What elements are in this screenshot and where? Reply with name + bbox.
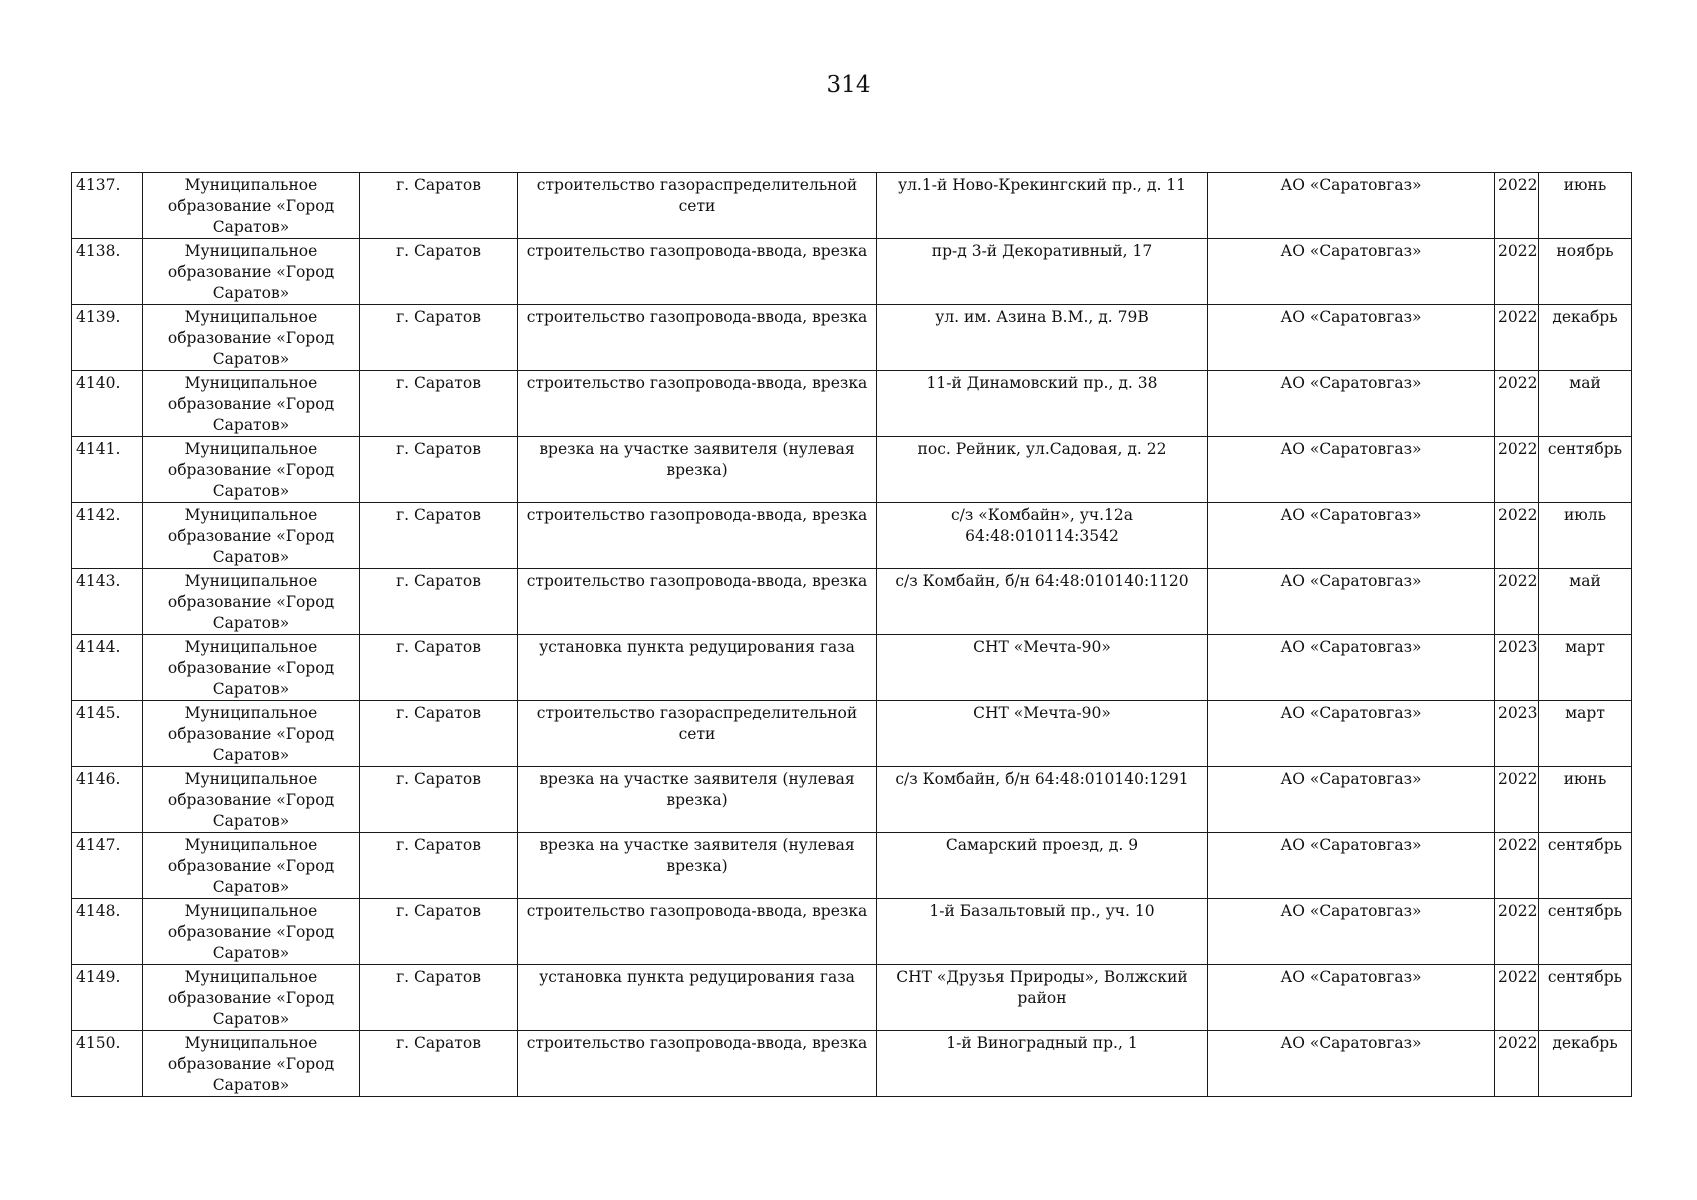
month-cell: июнь — [1539, 767, 1632, 833]
month-cell: июнь — [1539, 173, 1632, 239]
table-row — [72, 569, 1632, 635]
month-cell: декабрь — [1539, 1031, 1632, 1097]
address-cell: Самарский проезд, д. 9 — [877, 833, 1208, 899]
row-number-cell: 4148. — [72, 899, 143, 965]
work-type-cell: строительство газораспределительной сети — [518, 701, 877, 767]
address-cell: пос. Рейник, ул.Садовая, д. 22 — [877, 437, 1208, 503]
city-cell: г. Саратов — [360, 437, 518, 503]
year-cell: 2022 — [1495, 239, 1539, 305]
row-number-cell: 4146. — [72, 767, 143, 833]
row-number-cell: 4144. — [72, 635, 143, 701]
city-cell: г. Саратов — [360, 305, 518, 371]
page-number: 314 — [826, 72, 871, 98]
year-cell: 2023 — [1495, 701, 1539, 767]
organization-cell: АО «Саратовгаз» — [1208, 371, 1495, 437]
year-cell: 2022 — [1495, 569, 1539, 635]
organization-cell: АО «Саратовгаз» — [1208, 899, 1495, 965]
address-cell: с/з Комбайн, б/н 64:48:010140:1291 — [877, 767, 1208, 833]
month-cell: сентябрь — [1539, 437, 1632, 503]
city-cell: г. Саратов — [360, 503, 518, 569]
organization-cell: АО «Саратовгаз» — [1208, 1031, 1495, 1097]
year-cell: 2022 — [1495, 899, 1539, 965]
work-type-cell: строительство газопровода-ввода, врезка — [518, 371, 877, 437]
table-row — [72, 701, 1632, 767]
table-row — [72, 437, 1632, 503]
address-cell: ул. им. Азина В.М., д. 79В — [877, 305, 1208, 371]
month-cell: сентябрь — [1539, 833, 1632, 899]
year-cell: 2022 — [1495, 1031, 1539, 1097]
table-row — [72, 1031, 1632, 1097]
year-cell: 2022 — [1495, 833, 1539, 899]
municipality-cell: Муниципальное образование «Город Саратов» — [143, 437, 360, 503]
year-cell: 2022 — [1495, 767, 1539, 833]
month-cell: декабрь — [1539, 305, 1632, 371]
city-cell: г. Саратов — [360, 569, 518, 635]
organization-cell: АО «Саратовгаз» — [1208, 239, 1495, 305]
municipality-cell: Муниципальное образование «Город Саратов» — [143, 503, 360, 569]
address-cell: СНТ «Мечта-90» — [877, 635, 1208, 701]
row-number-cell: 4150. — [72, 1031, 143, 1097]
work-type-cell: врезка на участке заявителя (нулевая врезка) — [518, 437, 877, 503]
work-type-cell: строительство газопровода-ввода, врезка — [518, 569, 877, 635]
organization-cell: АО «Саратовгаз» — [1208, 701, 1495, 767]
table-row — [72, 965, 1632, 1031]
row-number-cell: 4147. — [72, 833, 143, 899]
municipality-cell: Муниципальное образование «Город Саратов» — [143, 701, 360, 767]
month-cell: июль — [1539, 503, 1632, 569]
row-number-cell: 4138. — [72, 239, 143, 305]
work-type-cell: строительство газопровода-ввода, врезка — [518, 305, 877, 371]
municipality-cell: Муниципальное образование «Город Саратов» — [143, 635, 360, 701]
city-cell: г. Саратов — [360, 371, 518, 437]
month-cell: май — [1539, 569, 1632, 635]
municipality-cell: Муниципальное образование «Город Саратов» — [143, 569, 360, 635]
table-row — [72, 503, 1632, 569]
address-cell: 11-й Динамовский пр., д. 38 — [877, 371, 1208, 437]
city-cell: г. Саратов — [360, 833, 518, 899]
city-cell: г. Саратов — [360, 965, 518, 1031]
address-cell: пр-д 3-й Декоративный, 17 — [877, 239, 1208, 305]
address-cell: с/з «Комбайн», уч.12а 64:48:010114:3542 — [877, 503, 1208, 569]
organization-cell: АО «Саратовгаз» — [1208, 965, 1495, 1031]
work-type-cell: строительство газораспределительной сети — [518, 173, 877, 239]
organization-cell: АО «Саратовгаз» — [1208, 437, 1495, 503]
year-cell: 2022 — [1495, 437, 1539, 503]
table-row — [72, 833, 1632, 899]
address-cell: СНТ «Мечта-90» — [877, 701, 1208, 767]
municipality-cell: Муниципальное образование «Город Саратов» — [143, 899, 360, 965]
row-number-cell: 4142. — [72, 503, 143, 569]
work-type-cell: установка пункта редуцирования газа — [518, 965, 877, 1031]
city-cell: г. Саратов — [360, 701, 518, 767]
organization-cell: АО «Саратовгаз» — [1208, 173, 1495, 239]
municipality-cell: Муниципальное образование «Город Саратов» — [143, 173, 360, 239]
work-type-cell: врезка на участке заявителя (нулевая врезка) — [518, 833, 877, 899]
city-cell: г. Саратов — [360, 1031, 518, 1097]
address-cell: ул.1-й Ново-Крекингский пр., д. 11 — [877, 173, 1208, 239]
row-number-cell: 4145. — [72, 701, 143, 767]
organization-cell: АО «Саратовгаз» — [1208, 635, 1495, 701]
work-type-cell: врезка на участке заявителя (нулевая врезка) — [518, 767, 877, 833]
municipality-cell: Муниципальное образование «Город Саратов» — [143, 767, 360, 833]
row-number-cell: 4140. — [72, 371, 143, 437]
work-type-cell: строительство газопровода-ввода, врезка — [518, 1031, 877, 1097]
table-row — [72, 371, 1632, 437]
work-type-cell: строительство газопровода-ввода, врезка — [518, 239, 877, 305]
table-row — [72, 635, 1632, 701]
year-cell: 2022 — [1495, 305, 1539, 371]
city-cell: г. Саратов — [360, 635, 518, 701]
month-cell: ноябрь — [1539, 239, 1632, 305]
year-cell: 2023 — [1495, 635, 1539, 701]
work-type-cell: строительство газопровода-ввода, врезка — [518, 503, 877, 569]
organization-cell: АО «Саратовгаз» — [1208, 305, 1495, 371]
table-row — [72, 305, 1632, 371]
month-cell: март — [1539, 701, 1632, 767]
address-cell: 1-й Базальтовый пр., уч. 10 — [877, 899, 1208, 965]
year-cell: 2022 — [1495, 965, 1539, 1031]
row-number-cell: 4149. — [72, 965, 143, 1031]
address-cell: с/з Комбайн, б/н 64:48:010140:1120 — [877, 569, 1208, 635]
organization-cell: АО «Саратовгаз» — [1208, 503, 1495, 569]
city-cell: г. Саратов — [360, 239, 518, 305]
municipality-cell: Муниципальное образование «Город Саратов» — [143, 965, 360, 1031]
month-cell: май — [1539, 371, 1632, 437]
row-number-cell: 4141. — [72, 437, 143, 503]
year-cell: 2022 — [1495, 173, 1539, 239]
table-body — [72, 173, 1632, 1097]
table-row — [72, 239, 1632, 305]
row-number-cell: 4139. — [72, 305, 143, 371]
organization-cell: АО «Саратовгаз» — [1208, 767, 1495, 833]
address-cell: 1-й Виноградный пр., 1 — [877, 1031, 1208, 1097]
table-row — [72, 173, 1632, 239]
organization-cell: АО «Саратовгаз» — [1208, 833, 1495, 899]
municipality-cell: Муниципальное образование «Город Саратов» — [143, 239, 360, 305]
gas-works-table — [71, 172, 1632, 1097]
work-type-cell: строительство газопровода-ввода, врезка — [518, 899, 877, 965]
year-cell: 2022 — [1495, 371, 1539, 437]
municipality-cell: Муниципальное образование «Город Саратов» — [143, 1031, 360, 1097]
organization-cell: АО «Саратовгаз» — [1208, 569, 1495, 635]
table-row — [72, 767, 1632, 833]
table-row — [72, 899, 1632, 965]
month-cell: сентябрь — [1539, 965, 1632, 1031]
address-cell: СНТ «Друзья Природы», Волжский район — [877, 965, 1208, 1031]
year-cell: 2022 — [1495, 503, 1539, 569]
city-cell: г. Саратов — [360, 173, 518, 239]
month-cell: март — [1539, 635, 1632, 701]
city-cell: г. Саратов — [360, 899, 518, 965]
municipality-cell: Муниципальное образование «Город Саратов» — [143, 833, 360, 899]
municipality-cell: Муниципальное образование «Город Саратов» — [143, 371, 360, 437]
municipality-cell: Муниципальное образование «Город Саратов» — [143, 305, 360, 371]
work-type-cell: установка пункта редуцирования газа — [518, 635, 877, 701]
row-number-cell: 4143. — [72, 569, 143, 635]
row-number-cell: 4137. — [72, 173, 143, 239]
city-cell: г. Саратов — [360, 767, 518, 833]
month-cell: сентябрь — [1539, 899, 1632, 965]
